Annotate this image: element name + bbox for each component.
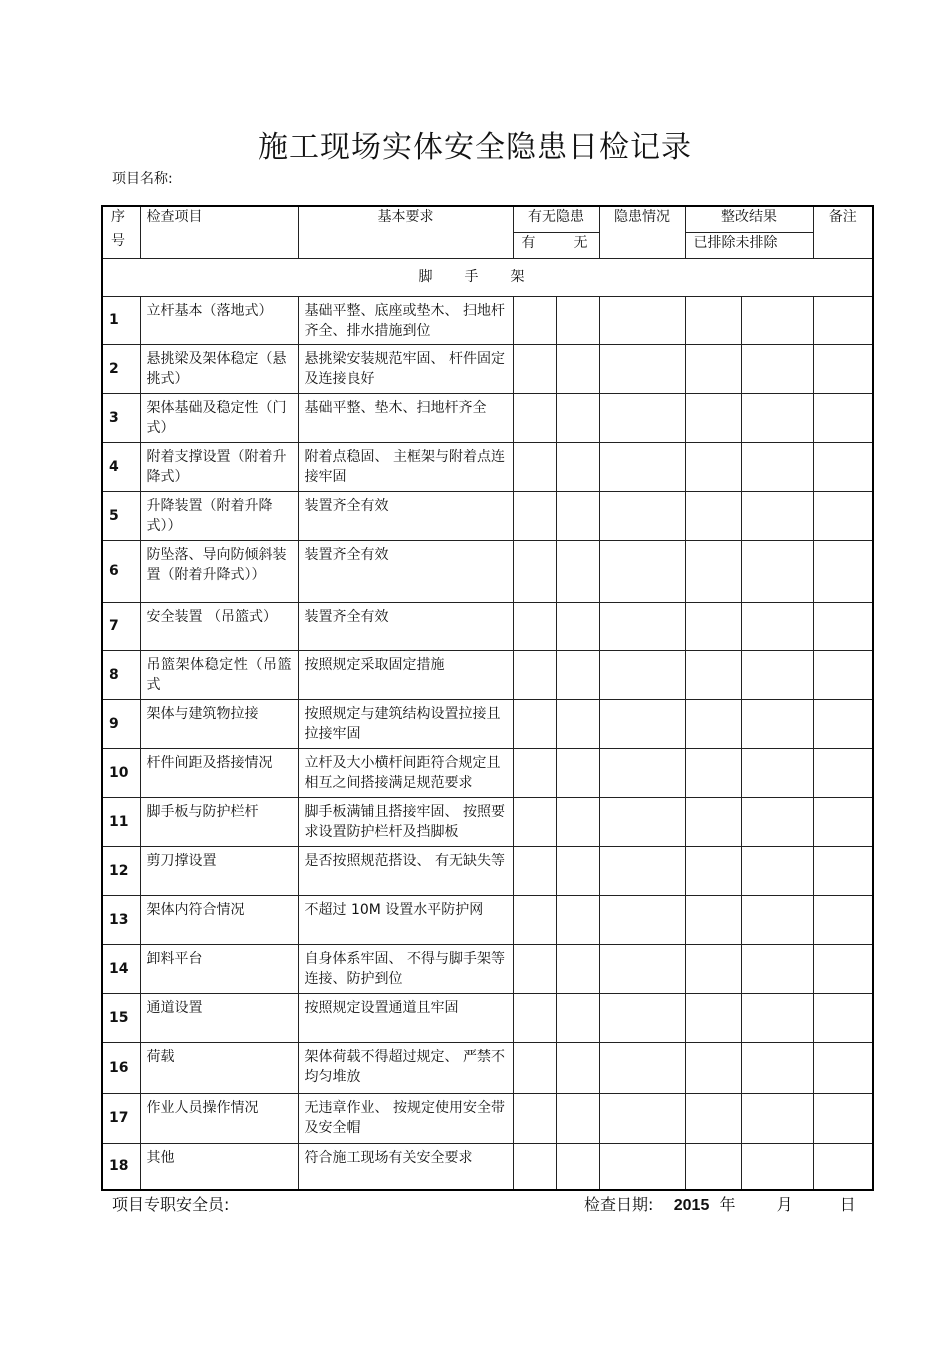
cell-eliminated[interactable] [685, 393, 741, 442]
cell-eliminated[interactable] [685, 602, 741, 650]
cell-not-eliminated[interactable] [741, 344, 813, 393]
cell-none[interactable] [556, 944, 599, 993]
cell-not-eliminated[interactable] [741, 650, 813, 699]
cell-none[interactable] [556, 540, 599, 602]
row-requirement: 按照规定设置通道且牢固 [298, 993, 513, 1042]
table-row [102, 393, 873, 442]
cell-remark[interactable] [813, 491, 873, 540]
cell-has[interactable] [513, 442, 556, 491]
cell-has[interactable] [513, 944, 556, 993]
cell-hazard-status[interactable] [599, 650, 685, 699]
cell-has[interactable] [513, 1093, 556, 1143]
cell-eliminated[interactable] [685, 993, 741, 1042]
row-number: 2 [102, 344, 140, 393]
row-number: 9 [102, 699, 140, 748]
header-has-hazard: 有无隐患 [513, 206, 599, 232]
row-number: 5 [102, 491, 140, 540]
cell-not-eliminated[interactable] [741, 748, 813, 797]
cell-not-eliminated[interactable] [741, 1143, 813, 1190]
cell-eliminated[interactable] [685, 442, 741, 491]
cell-not-eliminated[interactable] [741, 602, 813, 650]
cell-hazard-status[interactable] [599, 1143, 685, 1190]
cell-not-eliminated[interactable] [741, 296, 813, 344]
row-check-item: 卸料平台 [140, 944, 298, 993]
row-number: 18 [102, 1143, 140, 1190]
project-name-label: 项目名称: [112, 171, 173, 187]
safety-officer-label: 项目专职安全员: [112, 1195, 230, 1214]
row-number: 8 [102, 650, 140, 699]
cell-not-eliminated[interactable] [741, 944, 813, 993]
row-check-item: 架体与建筑物拉接 [140, 699, 298, 748]
cell-remark[interactable] [813, 602, 873, 650]
row-number: 4 [102, 442, 140, 491]
row-number: 1 [102, 296, 140, 344]
table-row [102, 650, 873, 699]
row-requirement: 悬挑梁安装规范牢固、 杆件固定及连接良好 [298, 344, 513, 393]
row-requirement: 是否按照规范搭设、 有无缺失等 [298, 846, 513, 895]
cell-hazard-status[interactable] [599, 296, 685, 344]
inspection-date: 检查日期: 2015 年 月 日 [584, 1195, 856, 1214]
cell-none[interactable] [556, 344, 599, 393]
cell-none[interactable] [556, 491, 599, 540]
cell-not-eliminated[interactable] [741, 846, 813, 895]
table-row [102, 344, 873, 393]
cell-eliminated[interactable] [685, 895, 741, 944]
cell-has[interactable] [513, 797, 556, 846]
header-item: 检查项目 [140, 206, 298, 258]
section-scaffold: 脚手架 [102, 258, 873, 296]
cell-none[interactable] [556, 650, 599, 699]
cell-none[interactable] [556, 1143, 599, 1190]
cell-eliminated[interactable] [685, 748, 741, 797]
row-check-item: 立杆基本（落地式） [140, 296, 298, 344]
cell-eliminated[interactable] [685, 296, 741, 344]
cell-remark[interactable] [813, 699, 873, 748]
cell-none[interactable] [556, 1042, 599, 1093]
row-check-item: 悬挑梁及架体稳定（悬挑式） [140, 344, 298, 393]
header-hazard-status: 隐患情况 [599, 206, 685, 258]
cell-remark[interactable] [813, 748, 873, 797]
row-requirement: 基础平整、垫木、扫地杆齐全 [298, 393, 513, 442]
table-row [102, 602, 873, 650]
row-number: 7 [102, 602, 140, 650]
row-check-item: 安全装置 （吊篮式） [140, 602, 298, 650]
cell-hazard-status[interactable] [599, 699, 685, 748]
row-check-item: 防坠落、导向防倾斜装置（附着升降式）） [140, 540, 298, 602]
cell-has[interactable] [513, 1143, 556, 1190]
cell-has[interactable] [513, 895, 556, 944]
cell-has[interactable] [513, 296, 556, 344]
cell-remark[interactable] [813, 944, 873, 993]
cell-hazard-status[interactable] [599, 1042, 685, 1093]
cell-remark[interactable] [813, 344, 873, 393]
table-row [102, 846, 873, 895]
cell-not-eliminated[interactable] [741, 491, 813, 540]
cell-hazard-status[interactable] [599, 1093, 685, 1143]
row-check-item: 剪刀撑设置 [140, 846, 298, 895]
cell-hazard-status[interactable] [599, 393, 685, 442]
cell-not-eliminated[interactable] [741, 699, 813, 748]
row-requirement: 脚手板满铺且搭接牢固、 按照要求设置防护栏杆及挡脚板 [298, 797, 513, 846]
row-number: 11 [102, 797, 140, 846]
cell-none[interactable] [556, 393, 599, 442]
row-number: 6 [102, 540, 140, 602]
cell-none[interactable] [556, 748, 599, 797]
row-check-item: 升降装置（附着升降式）） [140, 491, 298, 540]
row-requirement: 按照规定与建筑结构设置拉接且拉接牢固 [298, 699, 513, 748]
row-number: 13 [102, 895, 140, 944]
cell-has[interactable] [513, 748, 556, 797]
cell-none[interactable] [556, 296, 599, 344]
cell-none[interactable] [556, 699, 599, 748]
table-row [102, 748, 873, 797]
row-requirement: 自身体系牢固、 不得与脚手架等连接、防护到位 [298, 944, 513, 993]
row-check-item: 附着支撑设置（附着升降式） [140, 442, 298, 491]
cell-none[interactable] [556, 442, 599, 491]
cell-has[interactable] [513, 846, 556, 895]
table-row [102, 699, 873, 748]
cell-hazard-status[interactable] [599, 491, 685, 540]
cell-has[interactable] [513, 540, 556, 602]
cell-none[interactable] [556, 602, 599, 650]
cell-hazard-status[interactable] [599, 993, 685, 1042]
row-requirement: 无违章作业、 按规定使用安全带及安全帽 [298, 1093, 513, 1143]
cell-eliminated[interactable] [685, 944, 741, 993]
row-check-item: 其他 [140, 1143, 298, 1190]
row-requirement: 不超过 10M 设置水平防护网 [298, 895, 513, 944]
cell-eliminated[interactable] [685, 344, 741, 393]
cell-eliminated[interactable] [685, 797, 741, 846]
cell-eliminated[interactable] [685, 1042, 741, 1093]
cell-hazard-status[interactable] [599, 748, 685, 797]
header-has-none: 有 无 [513, 232, 599, 258]
row-number: 17 [102, 1093, 140, 1143]
cell-has[interactable] [513, 491, 556, 540]
row-number: 16 [102, 1042, 140, 1093]
cell-none[interactable] [556, 993, 599, 1042]
cell-has[interactable] [513, 602, 556, 650]
table-row [102, 296, 873, 344]
cell-none[interactable] [556, 846, 599, 895]
cell-remark[interactable] [813, 993, 873, 1042]
cell-not-eliminated[interactable] [741, 895, 813, 944]
cell-none[interactable] [556, 895, 599, 944]
cell-has[interactable] [513, 993, 556, 1042]
table-row [102, 797, 873, 846]
cell-not-eliminated[interactable] [741, 993, 813, 1042]
cell-has[interactable] [513, 650, 556, 699]
cell-hazard-status[interactable] [599, 797, 685, 846]
inspection-table [101, 205, 874, 1191]
row-requirement: 装置齐全有效 [298, 540, 513, 602]
row-check-item: 吊篮架体稳定性（吊篮式 [140, 650, 298, 699]
cell-hazard-status[interactable] [599, 344, 685, 393]
cell-eliminated[interactable] [685, 540, 741, 602]
header-result-sub: 已排除未排除 [685, 232, 813, 258]
row-requirement: 按照规定采取固定措施 [298, 650, 513, 699]
cell-remark[interactable] [813, 650, 873, 699]
cell-remark[interactable] [813, 797, 873, 846]
header-seq: 序 号 [102, 206, 140, 258]
row-check-item: 杆件间距及搭接情况 [140, 748, 298, 797]
cell-none[interactable] [556, 797, 599, 846]
cell-eliminated[interactable] [685, 1143, 741, 1190]
cell-hazard-status[interactable] [599, 540, 685, 602]
table-row [102, 1042, 873, 1093]
cell-remark[interactable] [813, 1143, 873, 1190]
cell-remark[interactable] [813, 393, 873, 442]
cell-remark[interactable] [813, 442, 873, 491]
cell-remark[interactable] [813, 1093, 873, 1143]
row-number: 10 [102, 748, 140, 797]
row-number: 15 [102, 993, 140, 1042]
cell-hazard-status[interactable] [599, 442, 685, 491]
cell-remark[interactable] [813, 540, 873, 602]
row-number: 3 [102, 393, 140, 442]
table-row [102, 895, 873, 944]
table-row [102, 993, 873, 1042]
cell-remark[interactable] [813, 296, 873, 344]
cell-not-eliminated[interactable] [741, 540, 813, 602]
row-number: 14 [102, 944, 140, 993]
cell-remark[interactable] [813, 846, 873, 895]
cell-remark[interactable] [813, 1042, 873, 1093]
cell-not-eliminated[interactable] [741, 797, 813, 846]
cell-not-eliminated[interactable] [741, 393, 813, 442]
cell-hazard-status[interactable] [599, 895, 685, 944]
row-requirement: 装置齐全有效 [298, 602, 513, 650]
cell-not-eliminated[interactable] [741, 442, 813, 491]
cell-has[interactable] [513, 699, 556, 748]
cell-eliminated[interactable] [685, 699, 741, 748]
table-row [102, 1093, 873, 1143]
row-requirement: 架体荷载不得超过规定、 严禁不均匀堆放 [298, 1042, 513, 1093]
row-check-item: 荷载 [140, 1042, 298, 1093]
row-requirement: 装置齐全有效 [298, 491, 513, 540]
row-requirement: 符合施工现场有关安全要求 [298, 1143, 513, 1190]
row-check-item: 脚手板与防护栏杆 [140, 797, 298, 846]
header-requirement: 基本要求 [298, 206, 513, 258]
table-row [102, 1143, 873, 1190]
table-row [102, 442, 873, 491]
table-row [102, 540, 873, 602]
row-check-item: 通道设置 [140, 993, 298, 1042]
header-remark: 备注 [813, 206, 873, 258]
cell-none[interactable] [556, 1093, 599, 1143]
cell-eliminated[interactable] [685, 846, 741, 895]
table-row [102, 491, 873, 540]
cell-hazard-status[interactable] [599, 944, 685, 993]
cell-has[interactable] [513, 344, 556, 393]
cell-hazard-status[interactable] [599, 846, 685, 895]
cell-hazard-status[interactable] [599, 602, 685, 650]
row-number: 12 [102, 846, 140, 895]
cell-not-eliminated[interactable] [741, 1093, 813, 1143]
cell-has[interactable] [513, 1042, 556, 1093]
row-requirement: 附着点稳固、 主框架与附着点连接牢固 [298, 442, 513, 491]
header-result: 整改结果 [685, 206, 813, 232]
cell-not-eliminated[interactable] [741, 1042, 813, 1093]
row-check-item: 架体基础及稳定性（门式） [140, 393, 298, 442]
row-check-item: 作业人员操作情况 [140, 1093, 298, 1143]
cell-eliminated[interactable] [685, 650, 741, 699]
row-check-item: 架体内符合情况 [140, 895, 298, 944]
cell-has[interactable] [513, 393, 556, 442]
row-requirement: 立杆及大小横杆间距符合规定且相互之间搭接满足规范要求 [298, 748, 513, 797]
table-row [102, 944, 873, 993]
row-requirement: 基础平整、底座或垫木、 扫地杆齐全、排水措施到位 [298, 296, 513, 344]
cell-remark[interactable] [813, 895, 873, 944]
cell-eliminated[interactable] [685, 1093, 741, 1143]
cell-eliminated[interactable] [685, 491, 741, 540]
page-title: 施工现场实体安全隐患日检记录 [258, 130, 692, 165]
